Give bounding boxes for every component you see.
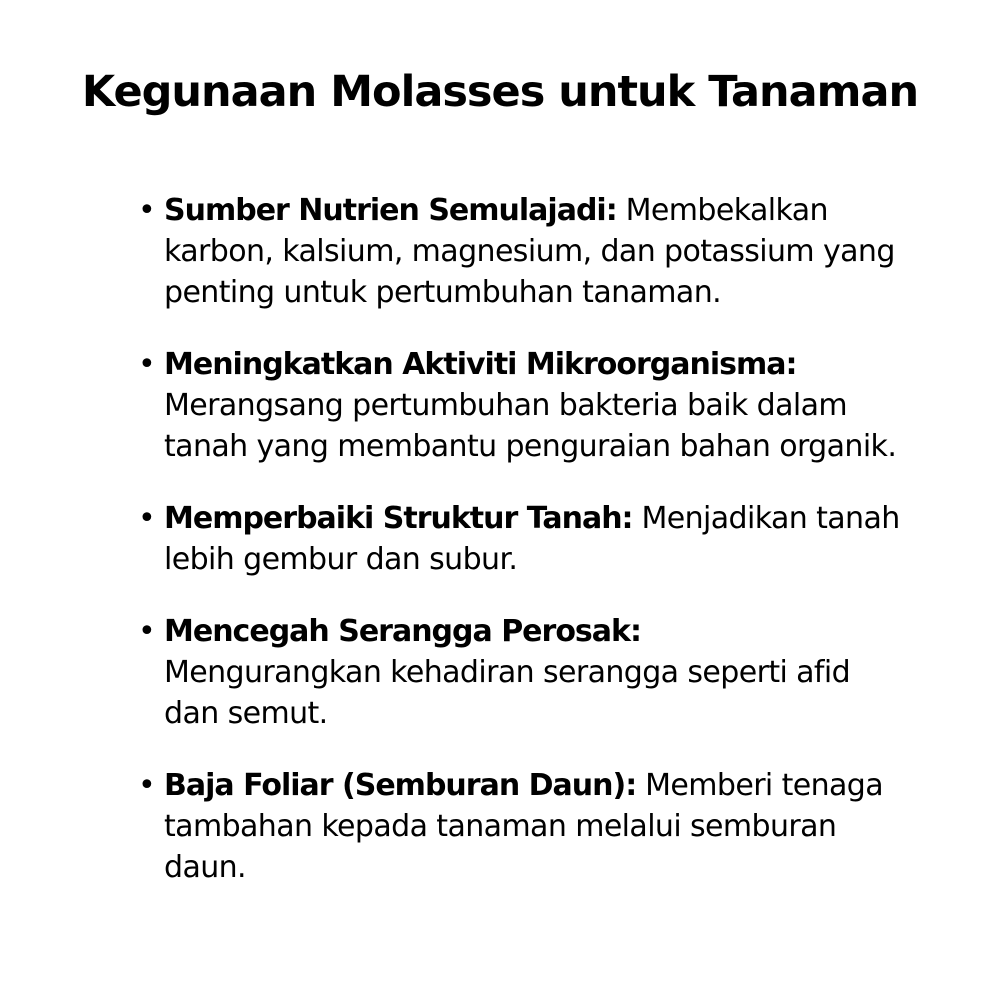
item-heading: Sumber Nutrien Semulajadi:: [164, 193, 617, 228]
list-item: [134, 611, 904, 734]
list-item: [134, 190, 904, 313]
item-heading: Memperbaiki Struktur Tanah:: [164, 501, 633, 536]
bullet-icon: •: [138, 347, 156, 382]
item-heading: Meningkatkan Aktiviti Mikroorganisma:: [164, 347, 797, 382]
bullet-icon: •: [138, 768, 156, 803]
item-description: Mengurangkan kehadiran serangga seperti afid dan semut.: [164, 655, 851, 731]
bullet-icon: •: [138, 193, 156, 228]
item-description: Menjadikan tanah lebih gembur dan subur.: [164, 501, 900, 577]
item-description: Merangsang pertumbuhan bakteria baik dalam tanah yang membantu penguraian bahan organik.: [164, 388, 897, 464]
list-item: [134, 344, 904, 467]
page-title: Kegunaan Molasses untuk Tanaman: [81, 67, 919, 117]
item-description: Memberi tenaga tambahan kepada tanaman melalui semburan daun.: [164, 768, 884, 885]
benefits-list: [134, 190, 904, 919]
item-heading: Baja Foliar (Semburan Daun):: [164, 768, 637, 803]
bullet-icon: •: [138, 614, 156, 649]
list-item: [134, 498, 904, 580]
item-heading: Mencegah Serangga Perosak:: [164, 614, 641, 649]
item-description: Membekalkan karbon, kalsium, magnesium, dan potassium yang penting untuk pertumbuhan tanaman.: [164, 193, 895, 310]
bullet-icon: •: [138, 501, 156, 536]
list-item: [134, 765, 904, 888]
